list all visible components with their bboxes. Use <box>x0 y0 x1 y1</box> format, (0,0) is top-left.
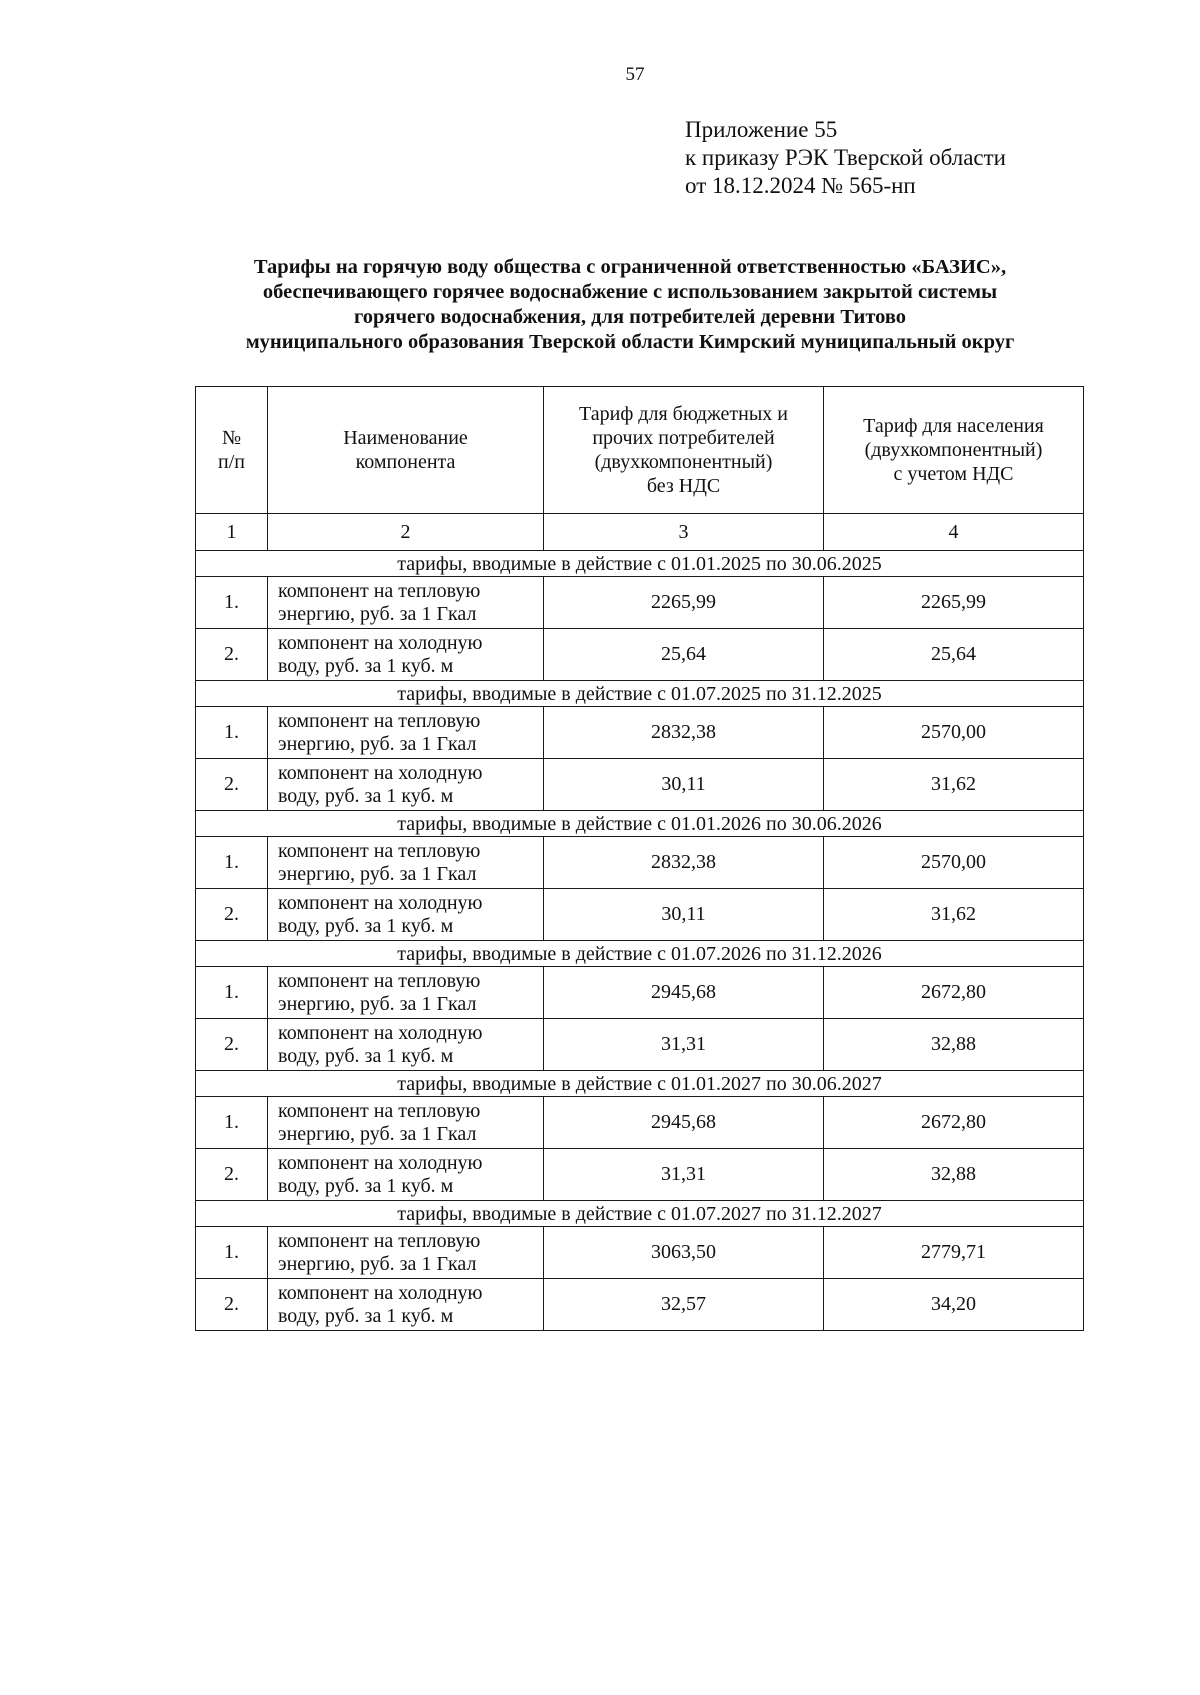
population-tariff-value: 2672,80 <box>824 967 1084 1019</box>
component-name-line: компонент на тепловую <box>278 1229 481 1252</box>
population-tariff-value: 31,62 <box>824 759 1084 811</box>
population-tariff-value: 31,62 <box>824 889 1084 941</box>
budget-tariff-value: 2945,68 <box>544 967 824 1019</box>
period-row <box>196 1071 1084 1097</box>
column-number-row <box>196 514 1084 551</box>
period-label: тарифы, вводимые в действие с 01.07.2026 по 31.12.2026 <box>196 941 1084 967</box>
budget-tariff-value: 31,31 <box>544 1019 824 1071</box>
component-name <box>268 889 544 941</box>
table-row <box>196 1279 1084 1331</box>
row-number: 2. <box>196 759 268 811</box>
appendix-line: Приложение 55 <box>685 117 838 142</box>
table-row <box>196 759 1084 811</box>
title-line: горячего водоснабжения, для потребителей деревни Титово <box>353 306 907 328</box>
component-name-line: компонент на холодную <box>278 1281 483 1304</box>
budget-tariff-value: 3063,50 <box>544 1227 824 1279</box>
component-name-line: энергию, руб. за 1 Гкал <box>278 862 477 885</box>
row-number: 1. <box>196 837 268 889</box>
component-name-line: воду, руб. за 1 куб. м <box>278 914 454 937</box>
population-tariff-value: 32,88 <box>824 1149 1084 1201</box>
component-name-line: воду, руб. за 1 куб. м <box>278 1304 454 1327</box>
component-name-line: компонент на тепловую <box>278 839 481 862</box>
component-name-line: компонент на холодную <box>278 1151 483 1174</box>
table-row <box>196 629 1084 681</box>
table-row <box>196 889 1084 941</box>
component-name <box>268 707 544 759</box>
component-name <box>268 1019 544 1071</box>
component-name <box>268 967 544 1019</box>
component-name-line: компонент на холодную <box>278 631 483 654</box>
header-population-tariff: Тариф для населения (двухкомпонентный) с учетом НДС <box>824 387 1084 514</box>
budget-tariff-value: 2265,99 <box>544 577 824 629</box>
component-name-line: компонент на тепловую <box>278 969 481 992</box>
document-title <box>150 255 1110 355</box>
component-name <box>268 577 544 629</box>
row-number: 1. <box>196 967 268 1019</box>
population-tariff-value: 34,20 <box>824 1279 1084 1331</box>
period-row <box>196 811 1084 837</box>
budget-tariff-value: 25,64 <box>544 629 824 681</box>
title-line: Тарифы на горячую воду общества с ограниченной ответственностью «БАЗИС», <box>253 256 1007 278</box>
component-name-line: энергию, руб. за 1 Гкал <box>278 732 477 755</box>
row-number: 2. <box>196 1279 268 1331</box>
component-name-line: энергию, руб. за 1 Гкал <box>278 992 477 1015</box>
population-tariff-value: 2265,99 <box>824 577 1084 629</box>
budget-tariff-value: 30,11 <box>544 889 824 941</box>
title-line: обеспечивающего горячее водоснабжение с использованием закрытой системы <box>262 281 998 303</box>
component-name-line: воду, руб. за 1 куб. м <box>278 1044 454 1067</box>
table-row <box>196 967 1084 1019</box>
component-name-line: компонент на холодную <box>278 891 483 914</box>
table-row <box>196 1149 1084 1201</box>
period-label: тарифы, вводимые в действие с 01.07.2027 по 31.12.2027 <box>196 1201 1084 1227</box>
budget-tariff-value: 2832,38 <box>544 837 824 889</box>
row-number: 1. <box>196 1097 268 1149</box>
population-tariff-value: 2570,00 <box>824 707 1084 759</box>
table-body <box>196 551 1084 1331</box>
component-name-line: компонент на тепловую <box>278 579 481 602</box>
component-name <box>268 837 544 889</box>
period-label: тарифы, вводимые в действие с 01.01.2026 по 30.06.2026 <box>196 811 1084 837</box>
row-number: 2. <box>196 889 268 941</box>
component-name-line: энергию, руб. за 1 Гкал <box>278 602 477 625</box>
tariff-table <box>195 386 1084 1331</box>
component-name <box>268 1149 544 1201</box>
population-tariff-value: 32,88 <box>824 1019 1084 1071</box>
appendix-line: от 18.12.2024 № 565-нп <box>685 173 916 198</box>
component-name-line: воду, руб. за 1 куб. м <box>278 1174 454 1197</box>
component-name-line: воду, руб. за 1 куб. м <box>278 784 454 807</box>
component-name <box>268 759 544 811</box>
period-label: тарифы, вводимые в действие с 01.07.2025 по 31.12.2025 <box>196 681 1084 707</box>
row-number: 2. <box>196 629 268 681</box>
component-name <box>268 1097 544 1149</box>
appendix-line: к приказу РЭК Тверской области <box>685 145 1006 170</box>
row-number: 1. <box>196 577 268 629</box>
period-label: тарифы, вводимые в действие с 01.01.2027 по 30.06.2027 <box>196 1071 1084 1097</box>
component-name <box>268 1279 544 1331</box>
component-name-line: энергию, руб. за 1 Гкал <box>278 1252 477 1275</box>
population-tariff-value: 2570,00 <box>824 837 1084 889</box>
row-number: 1. <box>196 1227 268 1279</box>
component-name-line: компонент на холодную <box>278 761 483 784</box>
period-row <box>196 551 1084 577</box>
page-number: 57 <box>625 64 645 85</box>
budget-tariff-value: 30,11 <box>544 759 824 811</box>
component-name-line: компонент на холодную <box>278 1021 483 1044</box>
population-tariff-value: 2672,80 <box>824 1097 1084 1149</box>
period-row <box>196 1201 1084 1227</box>
component-name-line: энергию, руб. за 1 Гкал <box>278 1122 477 1145</box>
table-row <box>196 837 1084 889</box>
period-row <box>196 681 1084 707</box>
column-number: 3 <box>544 514 824 551</box>
component-name <box>268 1227 544 1279</box>
component-name-line: компонент на тепловую <box>278 1099 481 1122</box>
row-number: 1. <box>196 707 268 759</box>
budget-tariff-value: 31,31 <box>544 1149 824 1201</box>
table-row <box>196 1227 1084 1279</box>
budget-tariff-value: 2832,38 <box>544 707 824 759</box>
period-row <box>196 941 1084 967</box>
column-number: 4 <box>824 514 1084 551</box>
table-header-row <box>196 387 1084 514</box>
row-number: 2. <box>196 1149 268 1201</box>
component-name <box>268 629 544 681</box>
table-row <box>196 1097 1084 1149</box>
column-number: 1 <box>196 514 268 551</box>
title-line: муниципального образования Тверской области Кимрский муниципальный округ <box>245 331 1015 353</box>
header-budget-tariff: Тариф для бюджетных и прочих потребителей (двухкомпонентный) без НДС <box>544 387 824 514</box>
table-row <box>196 577 1084 629</box>
component-name-line: компонент на тепловую <box>278 709 481 732</box>
table-row <box>196 1019 1084 1071</box>
budget-tariff-value: 2945,68 <box>544 1097 824 1149</box>
appendix-reference <box>685 116 1006 200</box>
period-label: тарифы, вводимые в действие с 01.01.2025 по 30.06.2025 <box>196 551 1084 577</box>
header-component-name: Наименование компонента <box>268 387 544 514</box>
budget-tariff-value: 32,57 <box>544 1279 824 1331</box>
row-number: 2. <box>196 1019 268 1071</box>
header-number: № п/п <box>196 387 268 514</box>
column-number: 2 <box>268 514 544 551</box>
population-tariff-value: 2779,71 <box>824 1227 1084 1279</box>
table-row <box>196 707 1084 759</box>
population-tariff-value: 25,64 <box>824 629 1084 681</box>
component-name-line: воду, руб. за 1 куб. м <box>278 654 454 677</box>
